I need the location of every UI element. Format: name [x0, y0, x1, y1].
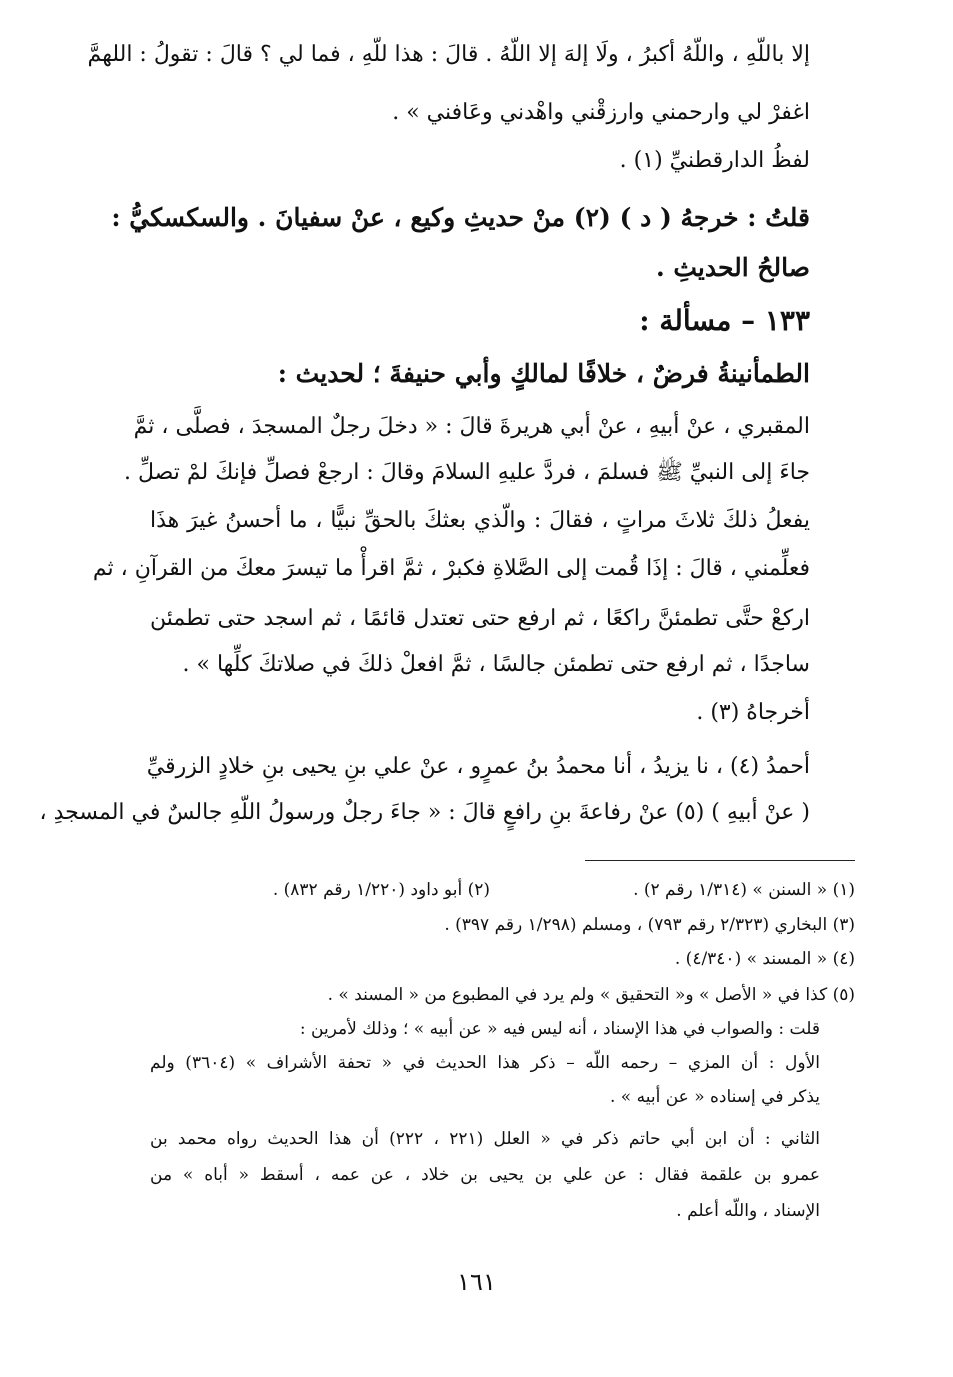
body-line-3: لفظُ الدارقطنيِّ (١) . — [619, 148, 810, 173]
footnote-5-line-2: قلت : والصواب في هذا الإسناد ، أنه ليس فيه « عن أبيه » ؛ وذلك لأمرين : — [299, 1019, 820, 1039]
footnote-1: (١) « السنن » (١/٣١٤ رقم ٢) . — [633, 880, 855, 900]
footnote-4: (٤) « المسند » (٤/٣٤٠) . — [674, 949, 855, 969]
footnote-5-line-4: يذكر في إسناده « عن أبيه » . — [610, 1087, 820, 1107]
body-line-16: ( عنْ أبيهِ ) (٥) عنْ رفاعةَ بنِ رافعٍ قالَ : « جاءَ رجلٌ ورسولُ اللّهِ جالسٌ في المسجدِ ، — [39, 800, 810, 825]
body-line-12: اركعْ حتَّى تطمئنَّ راكعًا ، ثم ارفع حتى تعتدل قائمًا ، ثم اسجد حتى تطمئن — [150, 606, 810, 631]
body-line-13: ساجدًا ، ثم ارفع حتى تطمئن جالسًا ، ثمَّ افعلْ ذلكَ في صلاتكَ كلِّها » . — [182, 652, 810, 677]
footnote-5-line-5: الثاني : أن ابن أبي حاتم ذكر في « العلل (٢٢١ ، ٢٢٢) أن هذا الحديث رواه محمد بن — [150, 1129, 821, 1149]
body-line-1: إلا باللّهِ ، واللّهُ أكبرُ ، ولَا إلهَ إلا اللّهُ . قالَ : هذا للّهِ ، فما لي ؟ قالَ : تقولُ : اللهمَّ — [87, 42, 810, 67]
body-line-10: يفعلُ ذلكَ ثلاثَ مراتٍ ، فقالَ : والّذي بعثكَ بالحقِّ نبيًّا ، ما أحسنُ غيرَ هذَا — [150, 508, 810, 533]
footnote-5-line-3: الأول : أن المزي – رحمه اللّه – ذكر هذا الحديث في « تحفة الأشراف » (٣٦٠٤) ولم — [150, 1053, 820, 1073]
footnote-divider — [585, 860, 855, 861]
footnote-5-line-1: (٥) كذا في « الأصل » و« التحقيق » ولم يرد في المطبوع من « المسند » . — [327, 985, 855, 1005]
body-line-9: جاءَ إلى النبيِّ ﷺ فسلمَ ، فردَّ عليهِ السلامَ وقالَ : ارجعْ فصلِّ فإنكَ لمْ تصلِّ . — [124, 460, 810, 485]
body-line-4: قلتُ : خرجهُ ( د ) (٢) منْ حديثِ وكيع ، عنْ سفيانَ . والسكسكيُّ : — [111, 203, 810, 232]
body-line-11: فعلِّمني ، قالَ : إذَا قُمت إلى الصَّلاةِ فكبرْ ، ثمَّ اقرأْ ما تيسرَ معكَ من القرآنِ ، ثم — [92, 556, 810, 581]
body-line-14: أخرجاهُ (٣) . — [696, 700, 810, 725]
body-line-7: الطمأنينةُ فرضٌ ، خلافًا لمالكٍ وأبي حنيفةَ ؛ لحديث : — [277, 359, 810, 388]
footnote-5-line-7: الإسناد ، واللّه أعلم . — [676, 1201, 820, 1221]
page-number: ١٦١ — [457, 1268, 496, 1296]
footnote-2: (٢) أبو داود (١/٢٢٠ رقم ٨٣٢) . — [272, 880, 490, 900]
footnote-3: (٣) البخاري (٢/٣٢٣ رقم ٧٩٣) ، ومسلم (١/٢٩٨ رقم ٣٩٧) . — [444, 915, 855, 935]
section-heading: ١٣٣ – مسألة : — [639, 304, 810, 337]
body-line-2: اغفرْ لي وارحمني وارزقْني واهْدني وعَافني » . — [392, 100, 810, 125]
body-line-15: أحمدُ (٤) ، نا يزيدُ ، أنا محمدُ بنُ عمرٍو ، عنْ علي بنِ يحيى بنِ خلادٍ الزرقيِّ — [146, 754, 810, 779]
footnote-5-line-6: عمرو بن علقمة فقال : عن علي بن يحيى بن خلاد ، عن عمه ، أسقط « أباه » من — [150, 1165, 820, 1185]
body-line-5: صالحُ الحديثِ . — [655, 253, 810, 282]
body-line-8: المقبري ، عنْ أبيهِ ، عنْ أبي هريرةَ قالَ : « دخلَ رجلٌ المسجدَ ، فصلَّى ، ثمَّ — [133, 414, 810, 439]
